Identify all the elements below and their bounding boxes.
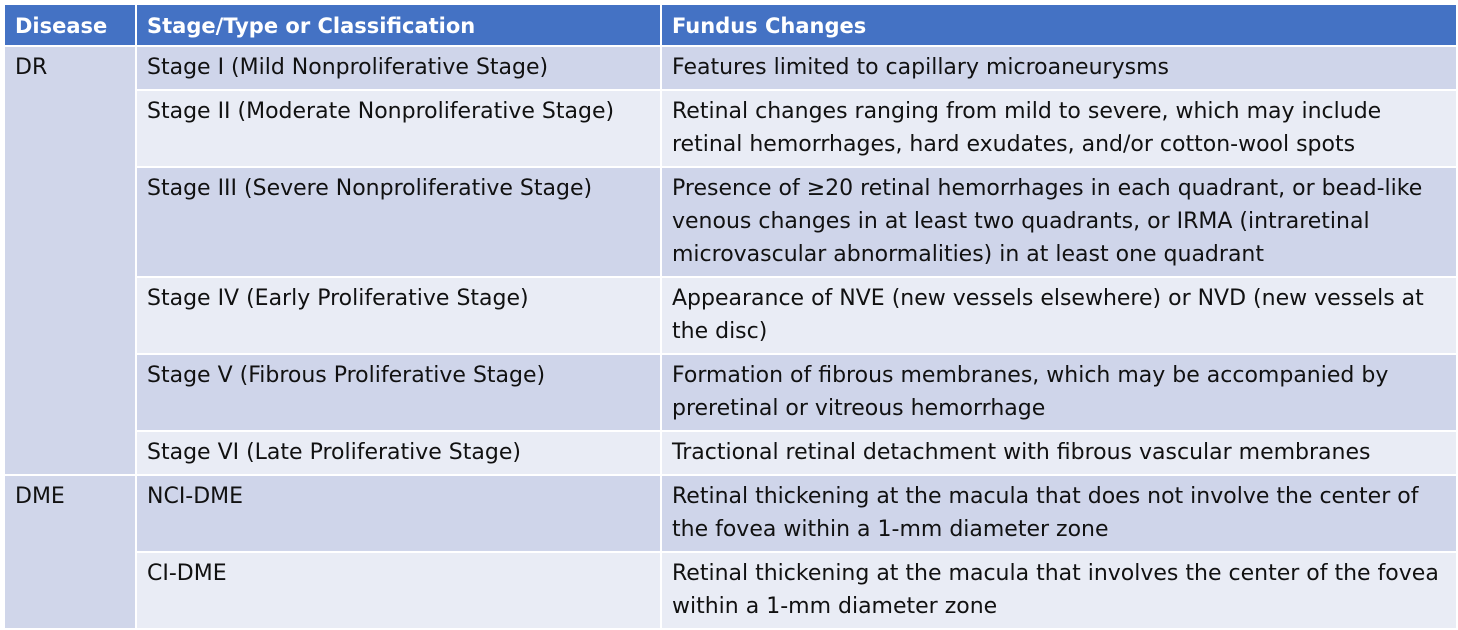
fundus-cell: Appearance of NVE (new vessels elsewhere) or NVD (new vessels at the disc) <box>661 277 1457 354</box>
stage-cell: Stage VI (Late Proliferative Stage) <box>136 431 661 475</box>
table-row <box>4 46 1457 90</box>
stage-cell: Stage I (Mild Nonproliferative Stage) <box>136 46 661 90</box>
disease-cell-dr: DR <box>4 46 136 475</box>
fundus-cell: Formation of fibrous membranes, which may be accompanied by preretinal or vitreous hemorrhage <box>661 354 1457 431</box>
stage-cell: Stage II (Moderate Nonproliferative Stage) <box>136 90 661 167</box>
fundus-cell: Presence of ≥20 retinal hemorrhages in each quadrant, or bead-like venous changes in at least two quadrants, or IRMA (intraretinal microvascular abnormalities) in at least one quadrant <box>661 167 1457 277</box>
table-row <box>4 277 1457 354</box>
table-row <box>4 431 1457 475</box>
fundus-classification-table <box>3 3 1458 630</box>
header-stage: Stage/Type or Classification <box>136 4 661 46</box>
table-row <box>4 167 1457 277</box>
stage-cell: CI-DME <box>136 552 661 629</box>
stage-cell: NCI-DME <box>136 475 661 552</box>
disease-cell-dme: DME <box>4 475 136 629</box>
fundus-cell: Tractional retinal detachment with fibrous vascular membranes <box>661 431 1457 475</box>
table-row <box>4 90 1457 167</box>
fundus-cell: Retinal thickening at the macula that does not involve the center of the fovea within a 1-mm diameter zone <box>661 475 1457 552</box>
stage-cell: Stage V (Fibrous Proliferative Stage) <box>136 354 661 431</box>
stage-cell: Stage IV (Early Proliferative Stage) <box>136 277 661 354</box>
fundus-cell: Retinal thickening at the macula that involves the center of the fovea within a 1-mm diameter zone <box>661 552 1457 629</box>
header-row <box>4 4 1457 46</box>
header-fundus-changes: Fundus Changes <box>661 4 1457 46</box>
fundus-cell: Retinal changes ranging from mild to severe, which may include retinal hemorrhages, hard exudates, and/or cotton-wool spots <box>661 90 1457 167</box>
table-row <box>4 475 1457 552</box>
stage-cell: Stage III (Severe Nonproliferative Stage) <box>136 167 661 277</box>
fundus-cell: Features limited to capillary microaneurysms <box>661 46 1457 90</box>
table-row <box>4 354 1457 431</box>
header-disease: Disease <box>4 4 136 46</box>
table-row <box>4 552 1457 629</box>
